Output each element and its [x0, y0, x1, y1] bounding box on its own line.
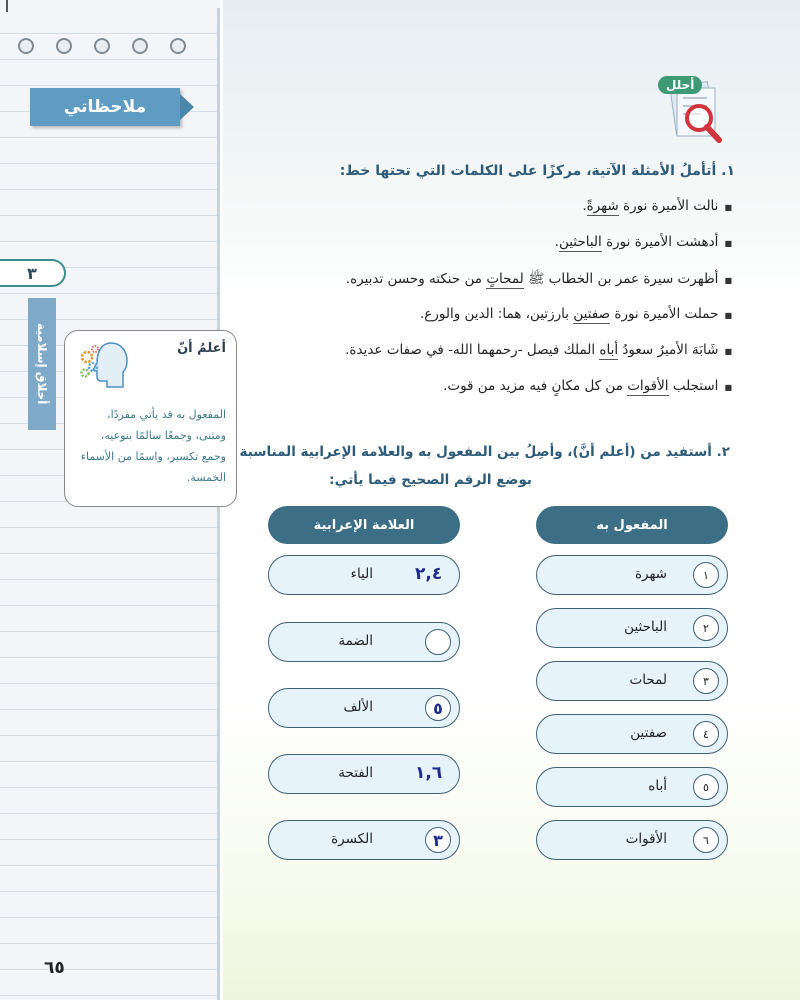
- object-word: صفتين: [630, 725, 667, 741]
- marks-column-header: العلامة الإعرابية: [268, 506, 460, 544]
- binder-ring: [170, 38, 186, 54]
- sentence-text: بارزتين، هما: الدين والورع.: [420, 306, 574, 322]
- binder-ring: [18, 38, 34, 54]
- question-1-heading: ١. أتأملُ الأمثلة الآتية، مركزًا على الكلمات التي تحتها خط:: [339, 163, 735, 179]
- sentence-text: الملك فيصل -رحمهما الله- في صفات عديدة.: [345, 342, 600, 358]
- object-item: [536, 820, 728, 860]
- sentence-text: من حنكته وحسن تدبيره.: [345, 271, 487, 287]
- object-word: لمحات: [629, 672, 667, 688]
- underlined-object: لمحاتٍ: [486, 271, 524, 287]
- example-sentence: [582, 198, 732, 214]
- item-number: ٦: [693, 827, 719, 853]
- binder-ring: [132, 38, 148, 54]
- example-sentence: [443, 378, 732, 394]
- sidebar-top: [0, 0, 220, 8]
- object-item: [536, 555, 728, 595]
- answer-input[interactable]: ٣: [425, 827, 451, 853]
- object-item: [536, 608, 728, 648]
- mark-item: [268, 820, 460, 860]
- answer-input[interactable]: ١,٦: [415, 763, 443, 783]
- corner-mark: [6, 0, 8, 12]
- mark-label: الياء: [350, 566, 373, 582]
- unit-number-tab: ٣: [0, 259, 66, 287]
- sentence-text: شَابَهَ الأميرُ سعودُ: [618, 342, 719, 358]
- know-that-box: [64, 330, 237, 507]
- mark-label: الكسرة: [331, 831, 373, 847]
- binder-ring: [94, 38, 110, 54]
- sentence-text: .: [554, 234, 559, 250]
- question-2-instruction: ٢. أستفيد من (أعلم أنَّ)، وأصِلُ بين المفعول به والعلامة الإعرابية المناسبة: [239, 444, 730, 460]
- underlined-object: أباه: [599, 342, 619, 358]
- page-number: ٦٥: [44, 958, 65, 978]
- bullet-icon: ■: [724, 347, 732, 356]
- sentence-text: نالت الأميرة نورة: [618, 198, 719, 214]
- object-word: الباحثين: [624, 619, 667, 635]
- object-item: [536, 661, 728, 701]
- example-sentence: [420, 306, 732, 322]
- sentence-text: حملت الأميرة نورة: [610, 306, 719, 322]
- bullet-icon: ■: [724, 203, 732, 212]
- sentence-text: .: [582, 198, 587, 214]
- item-number: ٢: [693, 615, 719, 641]
- sentence-text: استجلب: [668, 378, 719, 394]
- analyze-label: أحلل: [658, 76, 702, 94]
- mark-item: [268, 754, 460, 794]
- sentence-text: أظهرت سيرة عمر بن الخطاب ﷺ: [523, 271, 719, 287]
- underlined-object: صفتين: [573, 306, 611, 322]
- know-box-title: أعلمُ أنّ: [177, 341, 226, 356]
- bullet-icon: ■: [724, 239, 732, 248]
- mark-label: الفتحة: [338, 765, 373, 781]
- object-word: شهرة: [634, 566, 667, 582]
- unit-title-vertical: أخلاق إسلامية: [28, 298, 56, 430]
- notes-banner: ملاحظاتي: [30, 88, 180, 126]
- example-sentence: [555, 234, 732, 250]
- item-number: ١: [693, 562, 719, 588]
- mark-label: الضمة: [338, 633, 373, 649]
- item-number: ٣: [693, 668, 719, 694]
- object-word: الأقوات: [625, 831, 667, 847]
- sentence-text: أدهشت الأميرة نورة: [601, 234, 719, 250]
- bullet-icon: ■: [724, 311, 732, 320]
- bullet-icon: ■: [724, 383, 732, 392]
- mark-item: [268, 555, 460, 595]
- mark-item: [268, 688, 460, 728]
- head-gears-icon: [77, 337, 133, 393]
- example-sentence: [346, 270, 732, 290]
- underlined-object: الباحثين: [558, 234, 602, 250]
- sentence-text: من كل مكانٍ فيه مزيد من قوت.: [443, 378, 628, 394]
- underlined-object: شهرةً: [586, 198, 619, 214]
- example-sentence: [345, 342, 732, 358]
- objects-column-header: المفعول به: [536, 506, 728, 544]
- object-item: [536, 714, 728, 754]
- question-2-instruction-cont: بوضع الرقم الصحيح فيما يأتي:: [329, 472, 532, 488]
- answer-input[interactable]: [425, 629, 451, 655]
- mark-label: الألف: [343, 699, 373, 715]
- underlined-object: الأقوات: [627, 378, 669, 394]
- object-item: [536, 767, 728, 807]
- know-box-text: المفعول به قد يأتي مفردًا، ومثنى، وجمعًا سالمًا بنوعيه، وجمع تكسير، واسمًا من الأسماء الخمسة.: [80, 408, 226, 484]
- binder-ring: [56, 38, 72, 54]
- answer-input[interactable]: ٥: [425, 695, 451, 721]
- item-number: ٤: [693, 721, 719, 747]
- bullet-icon: ■: [724, 276, 732, 285]
- mark-item: [268, 622, 460, 662]
- answer-input[interactable]: ٢,٤: [415, 564, 443, 584]
- item-number: ٥: [693, 774, 719, 800]
- object-word: أباه: [648, 778, 667, 794]
